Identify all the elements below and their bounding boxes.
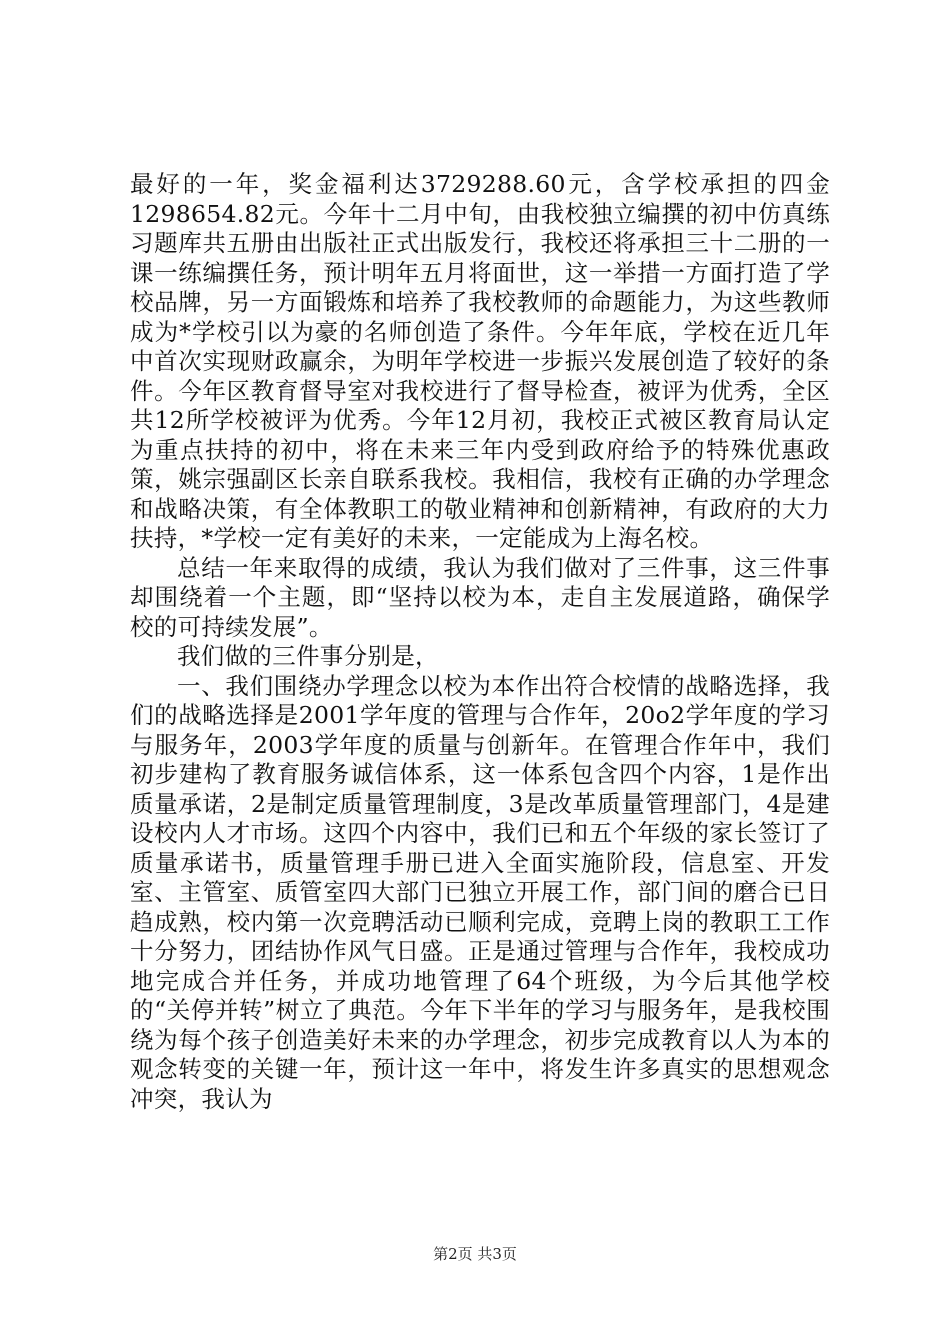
document-body — [130, 170, 830, 1114]
page-number-footer: 第2页 共3页 — [433, 1245, 517, 1263]
paragraph-summary: 总结一年来取得的成绩，我认为我们做对了三件事，这三件事却围绕着一个主题，即“坚持以校为本，走自主发展道路，确保学校的可持续发展”。 — [130, 553, 830, 641]
paragraph-strategy: 一、我们围绕办学理念以校为本作出符合校情的战略选择，我们的战略选择是2001学年度的管理与合作年，20o2学年度的学习与服务年，2003学年度的质量与创新年。在管理合作年中，我们初步建构了教育服务诚信体系，这一体系包含四个内容，1是作出质量承诺，2是制定质量管理制度，3是改革质量管理部门，4是建设校内人才市场。这四个内容中，我们已和五个年级的家长签订了质量承诺书，质量管理手册已进入全面实施阶段，信息室、开发室、主管室、质管室四大部门已独立开展工作，部门间的磨合已日趋成熟，校内第一次竞聘活动已顺利完成，竞聘上岗的教职工工作十分努力，团结协作风气日盛。正是通过管理与合作年，我校成功地完成合并任务，并成功地管理了64个班级，为今后其他学校的“关停并转”树立了典范。今年下半年的学习与服务年，是我校围绕为每个孩子创造美好未来的办学理念，初步完成教育以人为本的观念转变的关键一年，预计这一年中，将发生许多真实的思想观念冲突，我认为 — [130, 671, 830, 1113]
paragraph-three-things-intro: 我们做的三件事分别是， — [177, 642, 439, 670]
paragraph-achievements: 最好的一年，奖金福利达3729288.60元，含学校承担的四金1298654.82元。今年十二月中旬，由我校独立编撰的初中仿真练习题库共五册由出版社正式出版发行，我校还将承担三十二册的一课一练编撰任务，预计明年五月将面世，这一举措一方面打造了学校品牌，另一方面锻炼和培养了我校教师的命题能力，为这些教师成为*学校引以为豪的名师创造了条件。今年年底，学校在近几年中首次实现财政赢余，为明年学校进一步振兴发展创造了较好的条件。今年区教育督导室对我校进行了督导检查，被评为优秀，全区共12所学校被评为优秀。今年12月初，我校正式被区教育局认定为重点扶持的初中，将在未来三年内受到政府给予的特殊优惠政策，姚宗强副区长亲自联系我校。我相信，我校有正确的办学理念和战略决策，有全体教职工的敬业精神和创新精神，有政府的大力扶持，*学校一定有美好的未来，一定能成为上海名校。 — [130, 170, 830, 552]
